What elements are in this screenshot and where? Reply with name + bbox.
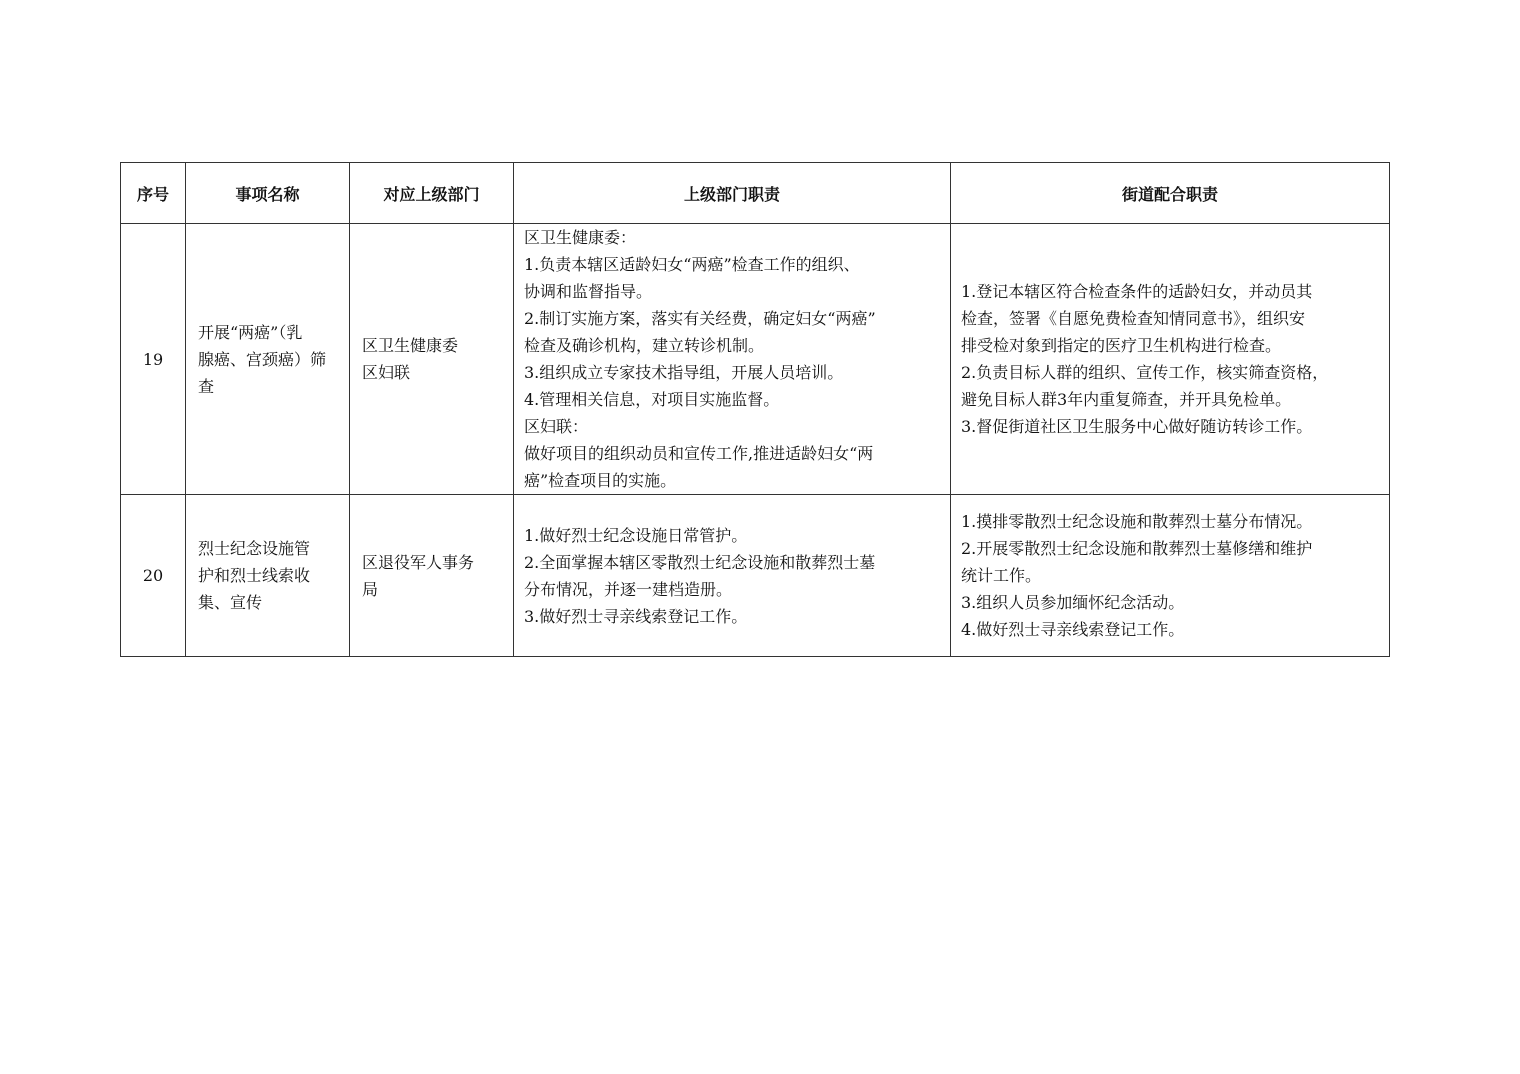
item-name-line: 查	[198, 376, 215, 396]
street-duty-line: 排受检对象到指定的医疗卫生机构进行检查。	[961, 336, 1282, 355]
item-name	[186, 495, 350, 657]
item-name	[186, 224, 350, 495]
upper-dept	[350, 495, 514, 657]
header-name: 事项名称	[186, 163, 350, 224]
upper-duty-line: 癌”检查项目的实施。	[524, 471, 677, 490]
item-name-line: 烈士纪念设施管	[198, 539, 311, 558]
street-duty	[951, 224, 1390, 495]
upper-dept-line: 区妇联	[362, 363, 411, 382]
upper-duty-line: 区妇联：	[524, 417, 589, 436]
item-name-line: 腺癌、宫颈癌）筛	[198, 349, 327, 369]
street-duty-line: 3.督促街道社区卫生服务中心做好随访转诊工作。	[961, 417, 1313, 436]
upper-duty-line: 4.管理相关信息，对项目实施监督。	[524, 390, 780, 409]
item-name-line: 开展“两癌”（乳	[198, 322, 303, 342]
header-street-duty: 街道配合职责	[951, 163, 1390, 224]
upper-duty-line: 2.全面掌握本辖区零散烈士纪念设施和散葬烈士墓	[524, 552, 876, 572]
upper-duty	[514, 224, 951, 495]
upper-duty-line: 做好项目的组织动员和宣传工作,推进适龄妇女“两	[524, 444, 874, 463]
table-header-row	[121, 163, 1390, 224]
street-duty-line: 2.负责目标人群的组织、宣传工作，核实筛查资格，	[961, 363, 1329, 382]
header-dept: 对应上级部门	[350, 163, 514, 224]
street-duty-line: 避免目标人群3年内重复筛查，并开具免检单。	[961, 390, 1292, 409]
header-no: 序号	[121, 163, 186, 224]
upper-duty-line: 分布情况，并逐一建档造册。	[524, 579, 733, 599]
upper-dept-line: 区退役军人事务	[362, 552, 475, 572]
upper-duty-line: 2.制订实施方案，落实有关经费，确定妇女“两癌”	[524, 309, 876, 328]
street-duty-line: 3.组织人员参加缅怀纪念活动。	[961, 593, 1185, 612]
street-duty-line: 1.摸排零散烈士纪念设施和散葬烈士墓分布情况。	[961, 512, 1313, 531]
row-number: 20	[121, 495, 186, 657]
table-row	[121, 495, 1390, 657]
upper-dept-line: 区卫生健康委	[362, 336, 459, 355]
upper-duty-line: 1.负责本辖区适龄妇女“两癌”检查工作的组织、	[524, 255, 860, 274]
street-duty-line: 1.登记本辖区符合检查条件的适龄妇女，并动员其	[961, 282, 1313, 301]
row-number: 19	[121, 224, 186, 495]
duty-table	[120, 162, 1390, 657]
upper-duty-line: 1.做好烈士纪念设施日常管护。	[524, 525, 748, 545]
upper-duty-line: 协调和监督指导。	[524, 282, 653, 301]
street-duty-line: 统计工作。	[961, 566, 1042, 585]
table-row	[121, 224, 1390, 495]
upper-duty-line: 3.组织成立专家技术指导组，开展人员培训。	[524, 363, 844, 382]
street-duty	[951, 495, 1390, 657]
street-duty-line: 2.开展零散烈士纪念设施和散葬烈士墓修缮和维护	[961, 539, 1313, 558]
header-upper-duty: 上级部门职责	[514, 163, 951, 224]
street-duty-line: 4.做好烈士寻亲线索登记工作。	[961, 620, 1185, 639]
item-name-line: 集、宣传	[198, 593, 263, 612]
upper-duty-line: 检查及确诊机构，建立转诊机制。	[524, 336, 765, 355]
upper-dept	[350, 224, 514, 495]
upper-duty-line: 3.做好烈士寻亲线索登记工作。	[524, 606, 748, 626]
upper-duty	[514, 495, 951, 657]
upper-dept-line: 局	[362, 579, 379, 599]
upper-duty-line: 区卫生健康委：	[524, 228, 637, 247]
street-duty-line: 检查，签署《自愿免费检查知情同意书》，组织安	[961, 309, 1306, 328]
item-name-line: 护和烈士线索收	[198, 566, 311, 585]
